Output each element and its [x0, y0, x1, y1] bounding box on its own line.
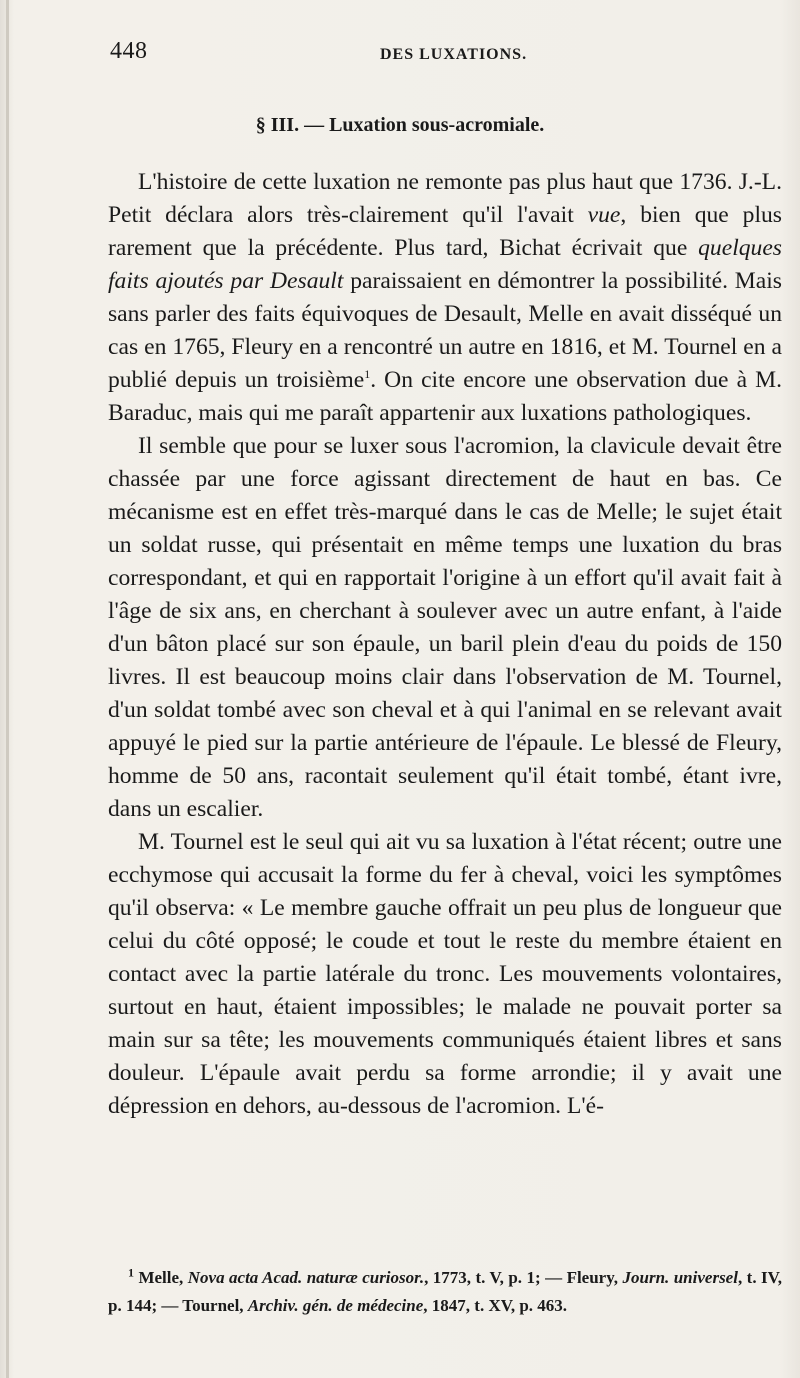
- paragraph-3: M. Tournel est le seul qui ait vu sa luxation à l'état récent; outre une ecchymose qui accusait la forme du fer à cheval, voici les symptômes qu'il observa: « Le membre gauche offrait un peu plus de longueur que celui du côté opposé; le coude et tout le reste du membre étaient en contact avec la partie latérale du tronc. Les mouvements volontaires, surtout en haut, étaient impossibles; le malade ne pouvait porter sa main sur sa tête; les mouvements communiqués étaient libres et sans douleur. L'épaule avait perdu sa forme arrondie; il y avait une dépression en dehors, au-dessous de l'acromion. L'é-: [108, 829, 782, 1119]
- footnote-mark: 1: [128, 1265, 134, 1280]
- page-number: 448: [110, 38, 148, 64]
- running-head: DES LUXATIONS.: [380, 46, 528, 63]
- emphasis-vue: vue: [587, 202, 621, 228]
- emphasis-desault: quelques faits ajoutés par Desault: [108, 235, 782, 294]
- paragraph-2: Il semble que pour se luxer sous l'acromion, la clavicule devait être chassée par une force agissant directement de haut en bas. Ce mécanisme est en effet très-marqué dans le cas de Melle; le sujet était un soldat russe, qui présentait en même temps une luxation du bras correspondant, et qui en rapportait l'origine à un effort qu'il avait fait à l'âge de six ans, en cherchant à soulever avec un autre enfant, à l'aide d'un bâton placé sur son épaule, un baril plein d'eau du poids de 150 livres. Il est beaucoup moins clair dans l'observation de M. Tournel, d'un soldat tombé avec son cheval et à qui l'animal en se relevant avait appuyé le pied sur la partie antérieure de l'épaule. Le blessé de Fleury, homme de 50 ans, racontait seulement qu'il était tombé, étant ivre, dans un escalier.: [108, 433, 782, 822]
- body-text: [108, 166, 782, 1123]
- page-header: [110, 38, 780, 78]
- page-edge-shadow: [6, 0, 9, 1378]
- footnote: $^1$ Melle, Nova acta Acad. naturæ curiosor., 1773, t. V, p. 1; — Fleury, Journ. universel, t. IV, p. 144; — Tournel, Archiv. gén. de médecine, 1847, t. XV, p. 463.: [108, 1265, 782, 1315]
- footnote-reference: 1: [364, 367, 371, 382]
- paragraph-1: L'histoire de cette luxation ne remonte pas plus haut que 1736. J.-L. Petit déclara alors très-clairement qu'il l'avait vue, bien que plus rarement que la précédente. Plus tard, Bichat écrivait que quelques faits ajoutés par Desault paraissaient en démontrer la possibilité. Mais sans parler des faits équivoques de Desault, Melle en avait disséqué un cas en 1765, Fleury en a rencontré un autre en 1816, et M. Tournel en a publié depuis un troisième$^1$. On cite encore une observation due à M. Baraduc, mais qui me paraît appartenir aux luxations pathologiques.: [108, 169, 782, 426]
- section-title: § III. — Luxation sous-acromiale.: [255, 114, 545, 136]
